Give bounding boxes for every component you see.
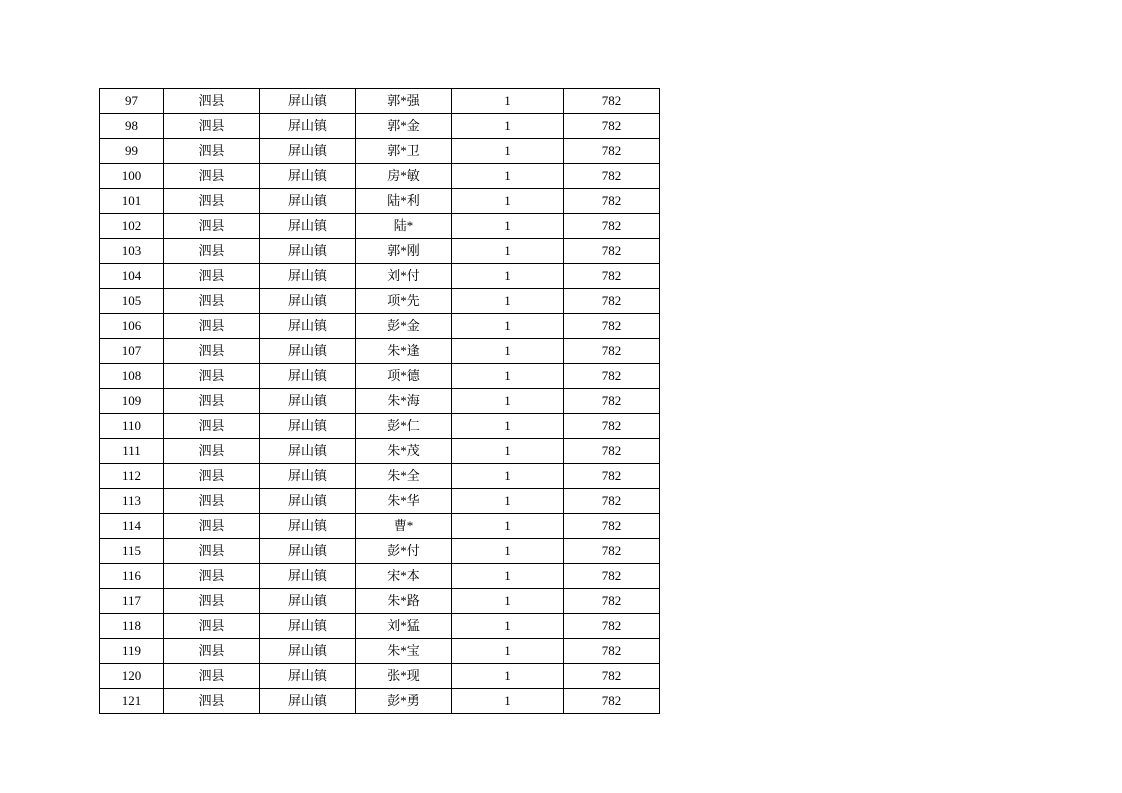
cell-index: 106 bbox=[100, 314, 164, 339]
cell-count: 1 bbox=[452, 164, 564, 189]
table-row bbox=[100, 439, 660, 464]
cell-amount: 782 bbox=[564, 114, 660, 139]
cell-town: 屏山镇 bbox=[260, 114, 356, 139]
cell-amount: 782 bbox=[564, 589, 660, 614]
cell-count: 1 bbox=[452, 539, 564, 564]
cell-name: 陆* bbox=[356, 214, 452, 239]
cell-county: 泗县 bbox=[164, 114, 260, 139]
cell-town: 屏山镇 bbox=[260, 439, 356, 464]
cell-town: 屏山镇 bbox=[260, 139, 356, 164]
cell-amount: 782 bbox=[564, 314, 660, 339]
cell-amount: 782 bbox=[564, 639, 660, 664]
cell-index: 119 bbox=[100, 639, 164, 664]
cell-count: 1 bbox=[452, 264, 564, 289]
cell-count: 1 bbox=[452, 639, 564, 664]
cell-town: 屏山镇 bbox=[260, 339, 356, 364]
cell-town: 屏山镇 bbox=[260, 564, 356, 589]
cell-county: 泗县 bbox=[164, 664, 260, 689]
cell-town: 屏山镇 bbox=[260, 689, 356, 714]
beneficiary-table bbox=[99, 88, 660, 714]
cell-county: 泗县 bbox=[164, 464, 260, 489]
cell-county: 泗县 bbox=[164, 289, 260, 314]
cell-index: 113 bbox=[100, 489, 164, 514]
cell-index: 100 bbox=[100, 164, 164, 189]
table-row bbox=[100, 539, 660, 564]
cell-county: 泗县 bbox=[164, 389, 260, 414]
table-body bbox=[100, 89, 660, 714]
cell-name: 朱*海 bbox=[356, 389, 452, 414]
table-row bbox=[100, 89, 660, 114]
cell-index: 118 bbox=[100, 614, 164, 639]
cell-count: 1 bbox=[452, 339, 564, 364]
table-row bbox=[100, 589, 660, 614]
cell-amount: 782 bbox=[564, 214, 660, 239]
cell-index: 110 bbox=[100, 414, 164, 439]
cell-amount: 782 bbox=[564, 489, 660, 514]
cell-name: 朱*宝 bbox=[356, 639, 452, 664]
cell-town: 屏山镇 bbox=[260, 639, 356, 664]
table-row bbox=[100, 264, 660, 289]
cell-name: 刘*付 bbox=[356, 264, 452, 289]
cell-amount: 782 bbox=[564, 514, 660, 539]
cell-index: 101 bbox=[100, 189, 164, 214]
cell-index: 99 bbox=[100, 139, 164, 164]
table-row bbox=[100, 314, 660, 339]
table-row bbox=[100, 139, 660, 164]
cell-amount: 782 bbox=[564, 614, 660, 639]
cell-name: 彭*仁 bbox=[356, 414, 452, 439]
table-row bbox=[100, 464, 660, 489]
cell-name: 彭*付 bbox=[356, 539, 452, 564]
cell-amount: 782 bbox=[564, 414, 660, 439]
cell-name: 张*现 bbox=[356, 664, 452, 689]
cell-town: 屏山镇 bbox=[260, 489, 356, 514]
cell-count: 1 bbox=[452, 114, 564, 139]
cell-count: 1 bbox=[452, 364, 564, 389]
cell-name: 朱*华 bbox=[356, 489, 452, 514]
cell-county: 泗县 bbox=[164, 164, 260, 189]
cell-county: 泗县 bbox=[164, 564, 260, 589]
cell-amount: 782 bbox=[564, 289, 660, 314]
cell-index: 105 bbox=[100, 289, 164, 314]
cell-count: 1 bbox=[452, 414, 564, 439]
cell-index: 111 bbox=[100, 439, 164, 464]
cell-index: 121 bbox=[100, 689, 164, 714]
cell-county: 泗县 bbox=[164, 514, 260, 539]
cell-index: 115 bbox=[100, 539, 164, 564]
cell-index: 109 bbox=[100, 389, 164, 414]
cell-amount: 782 bbox=[564, 164, 660, 189]
cell-county: 泗县 bbox=[164, 314, 260, 339]
cell-count: 1 bbox=[452, 139, 564, 164]
table-row bbox=[100, 664, 660, 689]
cell-index: 102 bbox=[100, 214, 164, 239]
cell-count: 1 bbox=[452, 464, 564, 489]
cell-count: 1 bbox=[452, 564, 564, 589]
cell-count: 1 bbox=[452, 89, 564, 114]
cell-count: 1 bbox=[452, 589, 564, 614]
cell-count: 1 bbox=[452, 214, 564, 239]
cell-index: 108 bbox=[100, 364, 164, 389]
cell-amount: 782 bbox=[564, 389, 660, 414]
cell-town: 屏山镇 bbox=[260, 389, 356, 414]
cell-county: 泗县 bbox=[164, 489, 260, 514]
cell-town: 屏山镇 bbox=[260, 214, 356, 239]
cell-name: 郭*金 bbox=[356, 114, 452, 139]
cell-amount: 782 bbox=[564, 564, 660, 589]
cell-town: 屏山镇 bbox=[260, 589, 356, 614]
cell-name: 刘*猛 bbox=[356, 614, 452, 639]
cell-amount: 782 bbox=[564, 189, 660, 214]
table-row bbox=[100, 614, 660, 639]
cell-town: 屏山镇 bbox=[260, 664, 356, 689]
cell-count: 1 bbox=[452, 489, 564, 514]
cell-index: 112 bbox=[100, 464, 164, 489]
cell-count: 1 bbox=[452, 289, 564, 314]
cell-amount: 782 bbox=[564, 139, 660, 164]
cell-count: 1 bbox=[452, 389, 564, 414]
cell-amount: 782 bbox=[564, 89, 660, 114]
cell-town: 屏山镇 bbox=[260, 164, 356, 189]
cell-county: 泗县 bbox=[164, 689, 260, 714]
cell-index: 120 bbox=[100, 664, 164, 689]
table-row bbox=[100, 414, 660, 439]
cell-county: 泗县 bbox=[164, 614, 260, 639]
table-row bbox=[100, 364, 660, 389]
cell-name: 朱*全 bbox=[356, 464, 452, 489]
cell-amount: 782 bbox=[564, 439, 660, 464]
cell-town: 屏山镇 bbox=[260, 414, 356, 439]
table-row bbox=[100, 639, 660, 664]
cell-town: 屏山镇 bbox=[260, 289, 356, 314]
cell-count: 1 bbox=[452, 664, 564, 689]
cell-index: 116 bbox=[100, 564, 164, 589]
cell-name: 朱*路 bbox=[356, 589, 452, 614]
cell-county: 泗县 bbox=[164, 189, 260, 214]
cell-name: 彭*勇 bbox=[356, 689, 452, 714]
cell-county: 泗县 bbox=[164, 239, 260, 264]
cell-amount: 782 bbox=[564, 364, 660, 389]
cell-county: 泗县 bbox=[164, 89, 260, 114]
cell-town: 屏山镇 bbox=[260, 89, 356, 114]
cell-town: 屏山镇 bbox=[260, 364, 356, 389]
cell-amount: 782 bbox=[564, 264, 660, 289]
cell-town: 屏山镇 bbox=[260, 239, 356, 264]
cell-name: 郭*刚 bbox=[356, 239, 452, 264]
cell-count: 1 bbox=[452, 239, 564, 264]
cell-name: 郭*卫 bbox=[356, 139, 452, 164]
cell-county: 泗县 bbox=[164, 539, 260, 564]
cell-county: 泗县 bbox=[164, 589, 260, 614]
cell-index: 98 bbox=[100, 114, 164, 139]
cell-name: 陆*利 bbox=[356, 189, 452, 214]
table-row bbox=[100, 239, 660, 264]
cell-town: 屏山镇 bbox=[260, 539, 356, 564]
cell-index: 103 bbox=[100, 239, 164, 264]
cell-index: 107 bbox=[100, 339, 164, 364]
table-row bbox=[100, 189, 660, 214]
table-row bbox=[100, 164, 660, 189]
cell-town: 屏山镇 bbox=[260, 464, 356, 489]
cell-amount: 782 bbox=[564, 464, 660, 489]
cell-county: 泗县 bbox=[164, 339, 260, 364]
table-row bbox=[100, 114, 660, 139]
cell-name: 宋*本 bbox=[356, 564, 452, 589]
cell-county: 泗县 bbox=[164, 364, 260, 389]
cell-town: 屏山镇 bbox=[260, 514, 356, 539]
table-row bbox=[100, 689, 660, 714]
cell-name: 项*先 bbox=[356, 289, 452, 314]
cell-name: 房*敏 bbox=[356, 164, 452, 189]
cell-county: 泗县 bbox=[164, 414, 260, 439]
cell-name: 项*德 bbox=[356, 364, 452, 389]
cell-county: 泗县 bbox=[164, 139, 260, 164]
cell-town: 屏山镇 bbox=[260, 614, 356, 639]
cell-amount: 782 bbox=[564, 689, 660, 714]
cell-name: 朱*茂 bbox=[356, 439, 452, 464]
cell-count: 1 bbox=[452, 314, 564, 339]
cell-amount: 782 bbox=[564, 339, 660, 364]
cell-count: 1 bbox=[452, 514, 564, 539]
table-row bbox=[100, 389, 660, 414]
cell-county: 泗县 bbox=[164, 439, 260, 464]
cell-index: 104 bbox=[100, 264, 164, 289]
cell-name: 郭*强 bbox=[356, 89, 452, 114]
cell-count: 1 bbox=[452, 439, 564, 464]
cell-county: 泗县 bbox=[164, 639, 260, 664]
cell-amount: 782 bbox=[564, 239, 660, 264]
beneficiary-table-container bbox=[99, 88, 660, 714]
cell-index: 97 bbox=[100, 89, 164, 114]
cell-name: 曹* bbox=[356, 514, 452, 539]
cell-index: 117 bbox=[100, 589, 164, 614]
table-row bbox=[100, 214, 660, 239]
cell-town: 屏山镇 bbox=[260, 264, 356, 289]
cell-town: 屏山镇 bbox=[260, 189, 356, 214]
cell-amount: 782 bbox=[564, 539, 660, 564]
cell-name: 彭*金 bbox=[356, 314, 452, 339]
cell-count: 1 bbox=[452, 689, 564, 714]
table-row bbox=[100, 339, 660, 364]
cell-index: 114 bbox=[100, 514, 164, 539]
cell-amount: 782 bbox=[564, 664, 660, 689]
cell-count: 1 bbox=[452, 614, 564, 639]
cell-count: 1 bbox=[452, 189, 564, 214]
cell-county: 泗县 bbox=[164, 214, 260, 239]
cell-name: 朱*逢 bbox=[356, 339, 452, 364]
table-row bbox=[100, 514, 660, 539]
cell-town: 屏山镇 bbox=[260, 314, 356, 339]
table-row bbox=[100, 289, 660, 314]
table-row bbox=[100, 489, 660, 514]
cell-county: 泗县 bbox=[164, 264, 260, 289]
table-row bbox=[100, 564, 660, 589]
